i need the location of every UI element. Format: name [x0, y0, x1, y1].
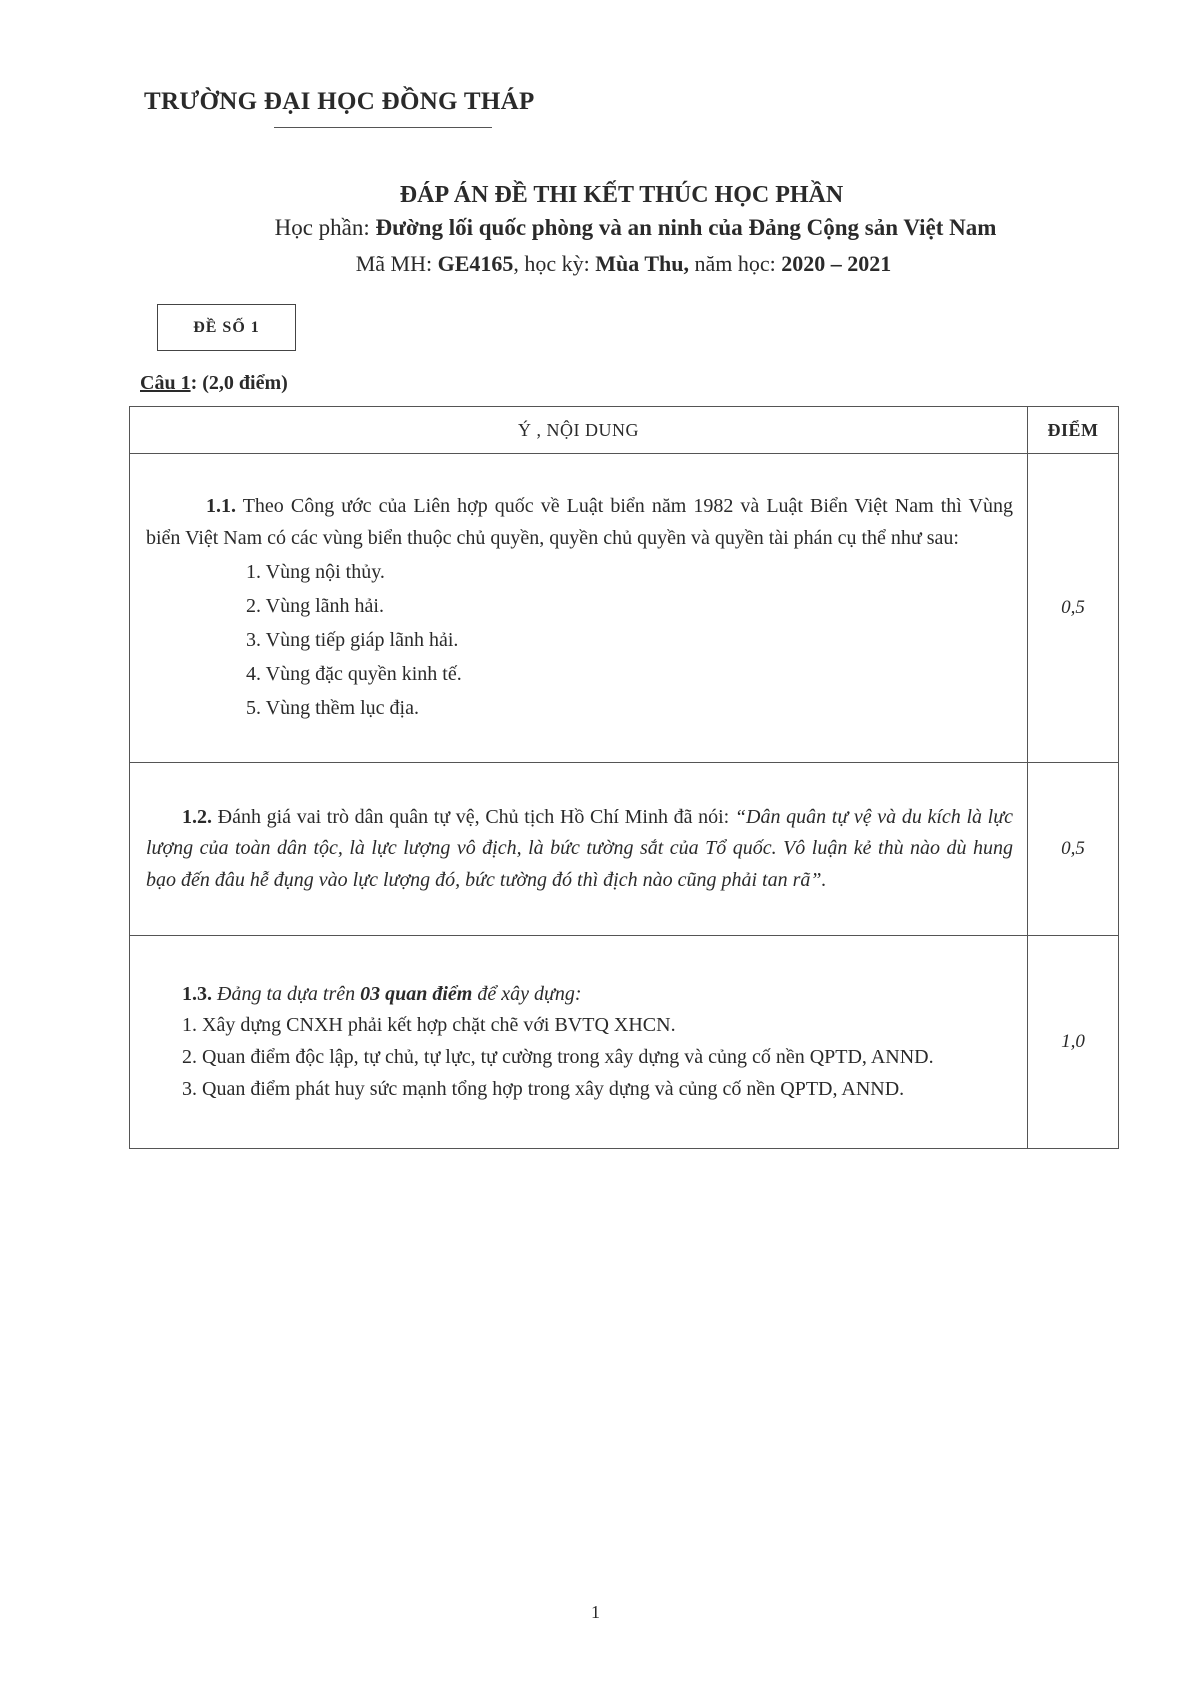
item-text: Đánh giá vai trò dân quân tự vệ, Chủ tịch Hồ Chí Minh đã nói: [212, 805, 735, 828]
question-label: Câu 1 [140, 372, 191, 394]
list-item: 1. Xây dựng CNXH phải kết hợp chặt chẽ với BVTQ XHCN. [182, 1014, 676, 1037]
question-heading [140, 372, 288, 395]
row-score: 0,5 [1028, 763, 1119, 936]
table-row [130, 936, 1119, 1149]
course-code: GE4165 [437, 251, 514, 276]
list-item: 2. Vùng lãnh hải. [246, 594, 384, 617]
list-item: 3. Quan điểm phát huy sức mạnh tổng hợp trong xây dựng và củng cố nền QPTD, ANND. [182, 1077, 905, 1100]
code-label: Mã MH: [355, 251, 438, 276]
list-item: 5. Vùng thềm lục địa. [246, 696, 419, 719]
item-quote: “Dân quân tự vệ và du kích là lực lượng của toàn dân tộc, là lực lượng vô địch, là bức tường sắt của Tổ quốc. Vô luận kẻ thù nào dù hung bạo đến đâu hễ đụng vào lực lượng đó, bức tường đó thì địch nào cũng phải tan rã”. [146, 805, 1013, 891]
score-column-header: ĐIỂM [1028, 407, 1119, 454]
row-content [130, 454, 1028, 763]
row-score: 0,5 [1028, 454, 1119, 763]
list-item: 1. Vùng nội thủy. [246, 560, 385, 583]
row-content [130, 763, 1028, 936]
content-column-header: Ý , NỘI DUNG [130, 407, 1028, 454]
document-title: ĐÁP ÁN ĐỀ THI KẾT THÚC HỌC PHẦN [399, 182, 844, 208]
subject-name: Đường lối quốc phòng và an ninh của Đảng Cộng sản Việt Nam [375, 215, 997, 240]
table-row [130, 763, 1119, 936]
item-paragraph [146, 802, 1013, 897]
item-number: 1.2. [182, 805, 212, 828]
question-points: : (2,0 điểm) [190, 372, 288, 394]
item-number: 1.1. [206, 495, 236, 518]
item-paragraph [146, 979, 1013, 1011]
row-score: 1,0 [1028, 936, 1119, 1149]
year-label: năm học: [689, 251, 782, 276]
item-paragraph [146, 491, 1013, 554]
course-info-line [28, 251, 1191, 277]
list-item: 2. Quan điểm độc lập, tự chủ, tự lực, tự cường trong xây dựng và củng cố nền QPTD, ANND. [182, 1046, 934, 1068]
page-number: 1 [591, 1602, 600, 1622]
item-emphasis: 03 quan điểm [360, 982, 473, 1005]
item-text: Theo Công ước của Liên hợp quốc về Luật biển năm 1982 và Luật Biển Việt Nam thì Vùng biển Việt Nam có các vùng biển thuộc chủ quyền, quyền chủ quyền và quyền tài phán cụ thể như sau: [146, 495, 1013, 549]
exam-number-box: ĐỀ SỐ 1 [157, 304, 296, 351]
item-text-end: để xây dựng: [472, 982, 582, 1005]
term-label: , học kỳ: [513, 251, 596, 276]
table-header-row [130, 407, 1119, 454]
answer-table [129, 406, 1119, 1149]
table-row [130, 454, 1119, 763]
school-year: 2020 – 2021 [781, 251, 892, 276]
school-underline [274, 127, 492, 128]
list-item: 4. Vùng đặc quyền kinh tế. [246, 662, 462, 685]
list-item: 3. Vùng tiếp giáp lãnh hải. [246, 628, 459, 651]
subject-line [40, 215, 1191, 241]
item-number: 1.3. [182, 982, 212, 1005]
subject-label: Học phần: [274, 215, 376, 240]
school-name: TRƯỜNG ĐẠI HỌC ĐỒNG THÁP [144, 88, 535, 115]
row-content [130, 936, 1028, 1149]
item-text: Đảng ta dựa trên [212, 982, 361, 1005]
term: Mùa Thu, [595, 251, 690, 276]
zone-list [146, 555, 1013, 725]
